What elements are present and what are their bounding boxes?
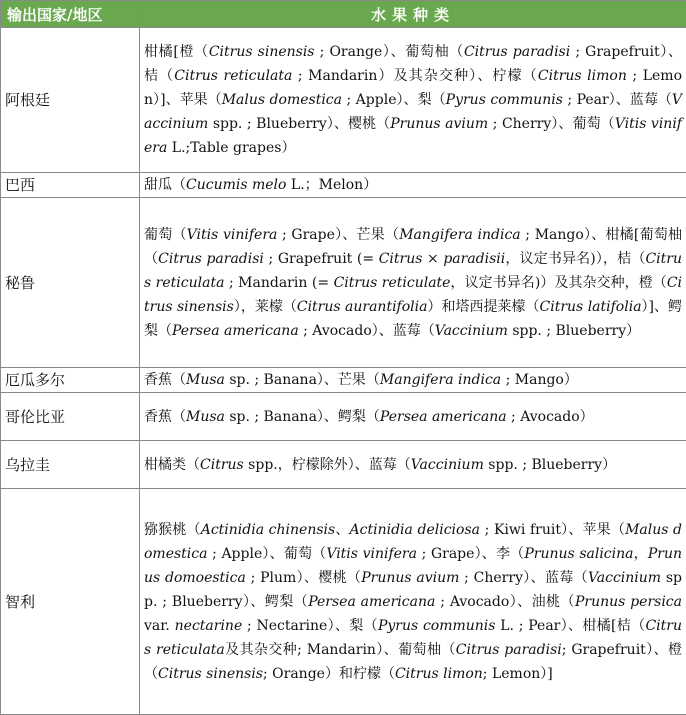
fruit-text: spp. ; Blueberry）、樱桃（: [208, 116, 391, 132]
scientific-name: Citrus × paradisii: [378, 250, 506, 267]
fruit-text: ; Avocado）、油桃（: [435, 593, 575, 610]
table-row: [1, 198, 686, 368]
fruit-types-cell: [140, 441, 686, 489]
fruit-text: spp. ; Blueberry）、鳄梨（: [144, 569, 682, 610]
scientific-name: Vaccinium: [434, 322, 508, 339]
fruit-text: ; Nectarine）、梨（: [242, 617, 378, 634]
fruit-text: sp. ; Banana）、芒果（: [224, 372, 380, 388]
fruit-text: ; Grapefruit (=: [263, 250, 379, 267]
table-row: [1, 28, 686, 173]
fruit-types-cell: [140, 198, 686, 368]
scientific-name: Citrus reticulata: [144, 250, 682, 291]
fruit-text: ; Orange）、葡萄柚（: [314, 44, 464, 60]
table-row: [1, 489, 686, 715]
fruit-text: ; Mandarin）及其杂交种）、柠檬（: [292, 68, 538, 84]
fruit-text: sp. ; Banana）、鳄梨（: [224, 408, 380, 425]
fruit-text: ; Mango）: [501, 372, 578, 388]
fruit-types-cell: [140, 173, 686, 198]
scientific-name: Citrus sinensis: [158, 665, 263, 682]
fruit-text: spp.，柠檬除外）、蓝莓（: [243, 456, 411, 473]
scientific-name: Citrus paradisi: [158, 250, 264, 267]
scientific-name: Citrus sinensis: [208, 44, 315, 60]
fruit-text: ; Avocado）: [506, 408, 594, 425]
fruit-text: ; Grapefruit）、桔（: [144, 44, 682, 84]
country-cell: 巴西: [1, 173, 140, 198]
scientific-name: Prunus domoestica: [144, 545, 683, 586]
fruit-types-cell: [140, 489, 686, 715]
fruit-text: 甜瓜（: [144, 177, 186, 193]
fruit-text: ; Orange）和柠檬（: [263, 665, 395, 682]
scientific-name: Citrus sinensis: [144, 274, 683, 315]
scientific-name: Vitis vinifera: [186, 226, 278, 243]
scientific-name: Vaccinium: [410, 456, 484, 473]
fruit-text: 柑橘[橙（: [144, 44, 209, 60]
fruit-text: ，: [633, 545, 648, 562]
scientific-name: Citrus limon: [537, 68, 627, 84]
country-cell: 哥伦比亚: [1, 393, 140, 441]
scientific-name: Citrus: [200, 456, 244, 473]
fruit-text: var.: [144, 617, 175, 634]
scientific-name: Citrus paradisi: [455, 641, 562, 658]
fruit-text: ）]、鳄梨（: [144, 298, 683, 339]
scientific-name: Mangifera indica: [399, 226, 521, 243]
scientific-name: Cucumis melo: [186, 177, 287, 193]
table-row: [1, 441, 686, 489]
fruit-text: spp. ; Blueberry）: [483, 456, 617, 473]
fruit-text: ; Cherry）、葡萄（: [488, 116, 615, 132]
scientific-name: Persea americana: [308, 593, 436, 610]
country-cell: 乌拉圭: [1, 441, 140, 489]
fruit-text: 猕猴桃（: [144, 521, 201, 538]
table-header-row: [1, 1, 686, 28]
table-row: [1, 368, 686, 393]
scientific-name: Mangifera indica: [379, 372, 502, 388]
scientific-name: Citrus reticulata: [144, 617, 682, 658]
fruit-text: L.;Table grapes）: [167, 140, 296, 156]
fruit-text: 及其杂交种; Mandarin）、葡萄柚（: [224, 641, 456, 658]
fruit-text: L.；Melon）: [286, 177, 378, 193]
scientific-name: Prunus salicina: [524, 545, 634, 562]
scientific-name: Citrus aurantifolia: [296, 298, 428, 315]
fruit-text: ; Grape）、芒果（: [277, 226, 400, 243]
scientific-name: Citrus limon: [394, 665, 483, 682]
fruit-text: spp. ; Blueberry）: [507, 322, 641, 339]
scientific-name: Citrus reticulate: [333, 274, 451, 291]
country-cell: 智利: [1, 489, 140, 715]
scientific-name: Prunus avium: [361, 569, 460, 586]
fruit-types-cell: [140, 28, 686, 173]
fruit-text: ; Cherry）、蓝莓（: [459, 569, 588, 586]
fruit-text: ; Pear）、蓝莓（: [562, 92, 672, 108]
scientific-name: Citrus reticulata: [174, 68, 293, 84]
fruit-text: ; Lemon）]、苹果（: [144, 68, 683, 108]
scientific-name: Pyrus communis: [445, 92, 563, 108]
fruit-text: 葡萄（: [144, 226, 187, 243]
scientific-name: Vaccinium: [144, 92, 683, 132]
scientific-name: Citrus paradisi: [463, 44, 571, 60]
table-body: [1, 28, 686, 715]
country-cell: 厄瓜多尔: [1, 368, 140, 393]
fruit-text: ），莱檬（: [233, 298, 297, 315]
country-cell: 秘鲁: [1, 198, 140, 368]
fruit-types-cell: [140, 393, 686, 441]
fruit-text: ，议定书异名)），桔（: [505, 250, 646, 267]
fruit-text: ; Avocado）、蓝莓（: [298, 322, 435, 339]
fruit-text: ; Kiwi fruit）、苹果（: [480, 521, 626, 538]
header-fruit-types: 水果种类: [140, 1, 686, 28]
fruit-text: ; Lemon）]: [482, 665, 553, 682]
scientific-name: Citrus latifolia: [539, 298, 642, 315]
fruit-text: ; Mango）、柑橘[葡萄柚（: [144, 226, 683, 267]
scientific-name: Malus domestica: [144, 521, 683, 562]
fruit-text: ; Apple）、葡萄（: [207, 545, 327, 562]
fruit-text: 香蕉（: [144, 372, 186, 388]
table-row: [1, 173, 686, 198]
country-cell: 阿根廷: [1, 28, 140, 173]
header-country: 输出国家/地区: [1, 1, 140, 28]
fruit-text: L. ; Pear）、柑橘[桔（: [495, 617, 646, 634]
scientific-name: Persea americana: [172, 322, 299, 339]
fruit-text: ，议定书异名)）及其杂交种，橙（: [450, 274, 667, 291]
scientific-name: nectarine: [174, 617, 243, 634]
fruit-text: ）和塔西提莱檬（: [427, 298, 540, 315]
fruit-text: ; Apple）、梨（: [342, 92, 446, 108]
fruit-text: 、: [335, 521, 350, 538]
fruit-types-cell: [140, 368, 686, 393]
scientific-name: Actinidia deliciosa: [349, 521, 480, 538]
scientific-name: Vaccinium: [587, 569, 662, 586]
fruit-text: ; Mandarin (=: [224, 274, 334, 291]
scientific-name: Vitis vinifera: [326, 545, 417, 562]
scientific-name: Prunus avium: [390, 116, 489, 132]
scientific-name: Prunus persica: [574, 593, 682, 610]
scientific-name: Pyrus communis: [377, 617, 496, 634]
scientific-name: Musa: [186, 408, 225, 425]
fruit-text: ; Grape）、李（: [416, 545, 525, 562]
scientific-name: Malus domestica: [221, 92, 342, 108]
scientific-name: Persea americana: [379, 408, 507, 425]
scientific-name: Actinidia chinensis: [200, 521, 336, 538]
table-row: [1, 393, 686, 441]
fruit-text: ; Plum）、樱桃（: [245, 569, 362, 586]
scientific-name: Musa: [186, 372, 225, 388]
fruit-text: 香蕉（: [144, 408, 186, 425]
scientific-name: Vitis vinifera: [144, 116, 682, 156]
fruit-text: ; Grapefruit）、橙（: [144, 641, 682, 682]
fruit-text: 柑橘类（: [144, 456, 200, 473]
